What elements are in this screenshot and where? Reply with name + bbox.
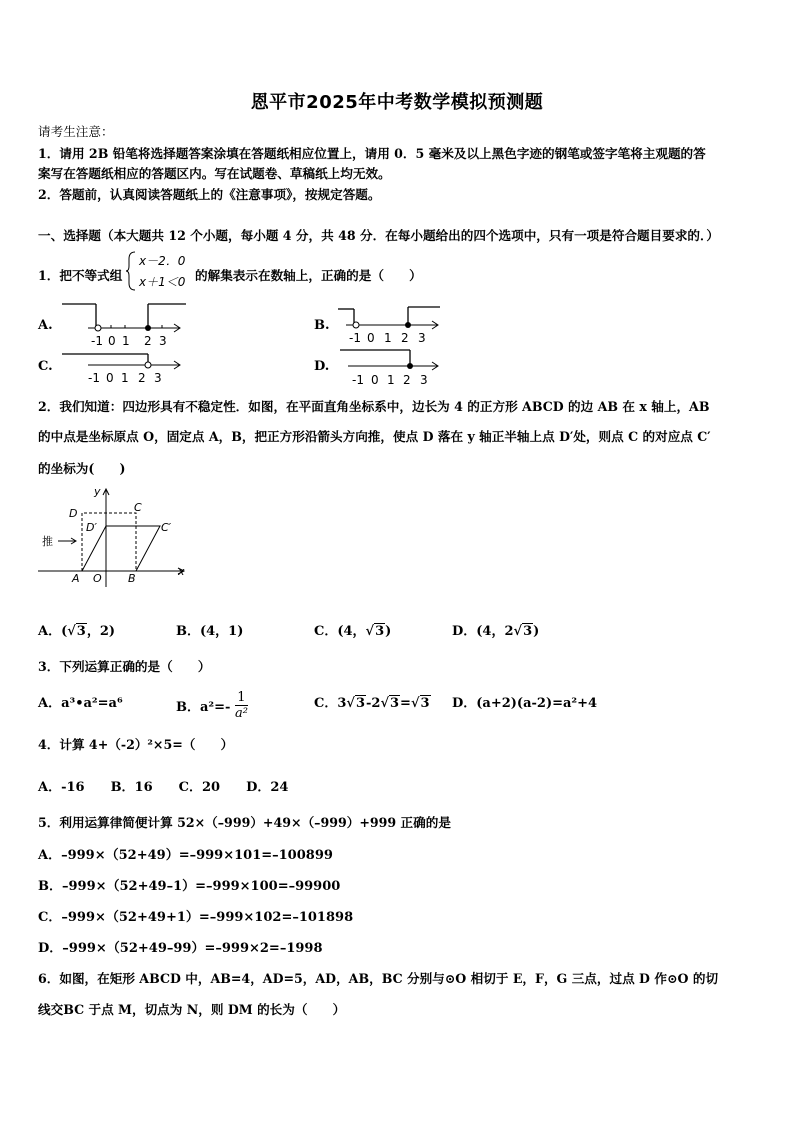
q1-option-a-number-line [58, 300, 188, 348]
tick-label: -1 [349, 331, 361, 345]
q1-inequality-2: x＋1＜0 [139, 275, 186, 289]
q1-option-c-label[interactable]: C. [38, 359, 53, 374]
q2-line-1: 2．我们知道：四边形具有不稳定性．如图，在平面直角坐标系中，边长为 4 的正方形 ABCD 的边 AB 在 x 轴上，AB [38, 399, 710, 414]
q1-suffix: 的解集表示在数轴上，正确的是（ ） [195, 268, 422, 283]
q1-option-b-label[interactable]: B. [314, 318, 330, 333]
q2-line-3: 的坐标为( ) [38, 461, 126, 476]
q6-line-2: 线交BC 于点 M，切点为 N，则 DM 的长为（ ） [38, 1002, 346, 1017]
tick-label: 0 [108, 334, 116, 348]
q2-line-2: 的中点是坐标原点 O，固定点 A，B，把正方形沿箭头方向推，使点 D 落在 y 轴正半轴上点 D′处，则点 C 的对应点 C′ [38, 429, 711, 444]
q2-option-b[interactable]: B．(4，1) [176, 624, 244, 639]
q1-option-d-label[interactable]: D. [314, 359, 330, 374]
q2-option-c-prefix: C．(4， [314, 624, 366, 639]
tick-label: 2 [403, 373, 411, 387]
sqrt-icon: √3 [346, 696, 365, 711]
q4-stem: 4．计算 4+（-2）²×5=（ ） [38, 737, 234, 752]
tick-label: 3 [154, 371, 162, 385]
q1-brace-system [126, 249, 196, 293]
q3-option-d[interactable]: D．(a+2)(a-2)=a²+4 [452, 696, 598, 711]
q3-option-b-prefix: B．a²=- [176, 700, 231, 715]
q1-option-c-number-line [58, 350, 188, 386]
notice-header: 请考生注意： [38, 124, 114, 139]
q2-option-c-suffix: ) [385, 624, 392, 639]
q2-option-c[interactable] [314, 620, 391, 639]
q2-option-a-suffix: ，2) [86, 624, 116, 639]
notice-item-1a: 1．请用 2B 铅笔将选择题答案涂填在答题纸相应位置上，请用 0．5 毫米及以上黑色字迹的钢笔或签字笔将主观题的答 [38, 146, 706, 161]
q6-line-1: 6．如图，在矩形 ABCD 中，AB=4，AD=5，AD，AB，BC 分别与⊙O 相切于 E，F，G 三点，过点 D 作⊙O 的切 [38, 971, 719, 986]
q2-option-d-prefix: D．(4， [452, 624, 505, 639]
tick-label: -1 [88, 371, 100, 385]
notice-item-1b: 案写在答题纸相应的答题区内。写在试题卷、草稿纸上均无效。 [38, 166, 391, 181]
fig-label-push: 推 [42, 535, 53, 548]
fig-label-c: C [134, 501, 142, 514]
tick-label: 1 [384, 331, 392, 345]
q3-option-b[interactable] [176, 692, 248, 723]
notice-item-2: 2．答题前，认真阅读答题纸上的《注意事项》，按规定答题。 [38, 187, 381, 202]
fig-label-c-prime: C′ [161, 521, 172, 534]
sqrt-icon: √3 [380, 696, 400, 711]
q2-figure [36, 483, 196, 591]
tick-label: 2 [138, 371, 146, 385]
tick-label: -1 [352, 373, 364, 387]
q3-stem: 3．下列运算正确的是（ ） [38, 659, 211, 674]
tick-label: 1 [387, 373, 395, 387]
q1-option-d-number-line [334, 346, 444, 388]
q2-option-d-suffix: ) [533, 624, 540, 639]
tick-label: -1 [91, 334, 103, 348]
fig-label-d: D [69, 507, 78, 520]
q5-option-b[interactable]: B．–999×（52+49–1）=–999×100=–99900 [38, 879, 341, 894]
q3-option-b-fraction: $\frac{1}{\text{a²}}$ [234, 690, 248, 721]
sqrt-icon: √3 [410, 696, 430, 711]
q5-option-d[interactable]: D．–999×（52+49–99）=–999×2=–1998 [38, 941, 323, 956]
q5-option-c[interactable]: C．–999×（52+49+1）=–999×102=–101898 [38, 910, 354, 925]
tick-label: 1 [121, 371, 129, 385]
q2-option-d-coef: 2 [504, 624, 514, 639]
q4-options[interactable]: A．-16 B．16 C．20 D．24 [38, 780, 289, 795]
fig-label-b: B [128, 572, 136, 585]
tick-label: 0 [371, 373, 379, 387]
tick-label: 3 [420, 373, 428, 387]
q5-stem: 5．利用运算律简便计算 52×（–999）+49×（–999）+999 正确的是 [38, 815, 451, 830]
q2-option-a-prefix: A．( [38, 624, 68, 639]
tick-label: 2 [401, 331, 409, 345]
fig-label-a: A [72, 572, 80, 585]
tick-label: 3 [418, 331, 426, 345]
q1-option-b-number-line [334, 303, 444, 348]
sqrt-icon: √3 [365, 624, 385, 639]
q2-option-d[interactable] [452, 620, 539, 639]
fig-label-x: x [178, 565, 185, 578]
q3-option-a[interactable]: A．a³•a²=a⁶ [38, 696, 123, 711]
tick-label: 1 [122, 334, 130, 348]
q1-prefix: 1．把不等式组 [38, 268, 123, 283]
tick-label: 0 [367, 331, 375, 345]
fig-label-o: O [93, 572, 102, 585]
fig-label-d-prime: D′ [86, 521, 97, 534]
sqrt-icon: √3 [513, 624, 533, 639]
sqrt-icon: √3 [67, 624, 86, 639]
section-1-heading: 一、选择题（本大题共 12 个小题，每小题 4 分，共 48 分．在每小题给出的四个选项中，只有一项是符合题目要求的．） [38, 228, 719, 243]
fig-label-y: y [94, 485, 101, 498]
q3-option-c[interactable]: C．3√3-2√3=√3 [314, 696, 430, 711]
q1-inequality-1: x－2．0 [139, 254, 186, 268]
q2-option-a[interactable] [38, 620, 115, 639]
q5-option-a[interactable]: A．–999×（52+49）=–999×101=–100899 [38, 848, 333, 863]
tick-label: 0 [106, 371, 114, 385]
tick-label: 3 [159, 334, 167, 348]
page-title: 恩平市2025年中考数学模拟预测题 [250, 92, 544, 113]
q1-option-a-label[interactable]: A. [38, 318, 53, 333]
tick-label: 2 [144, 334, 152, 348]
